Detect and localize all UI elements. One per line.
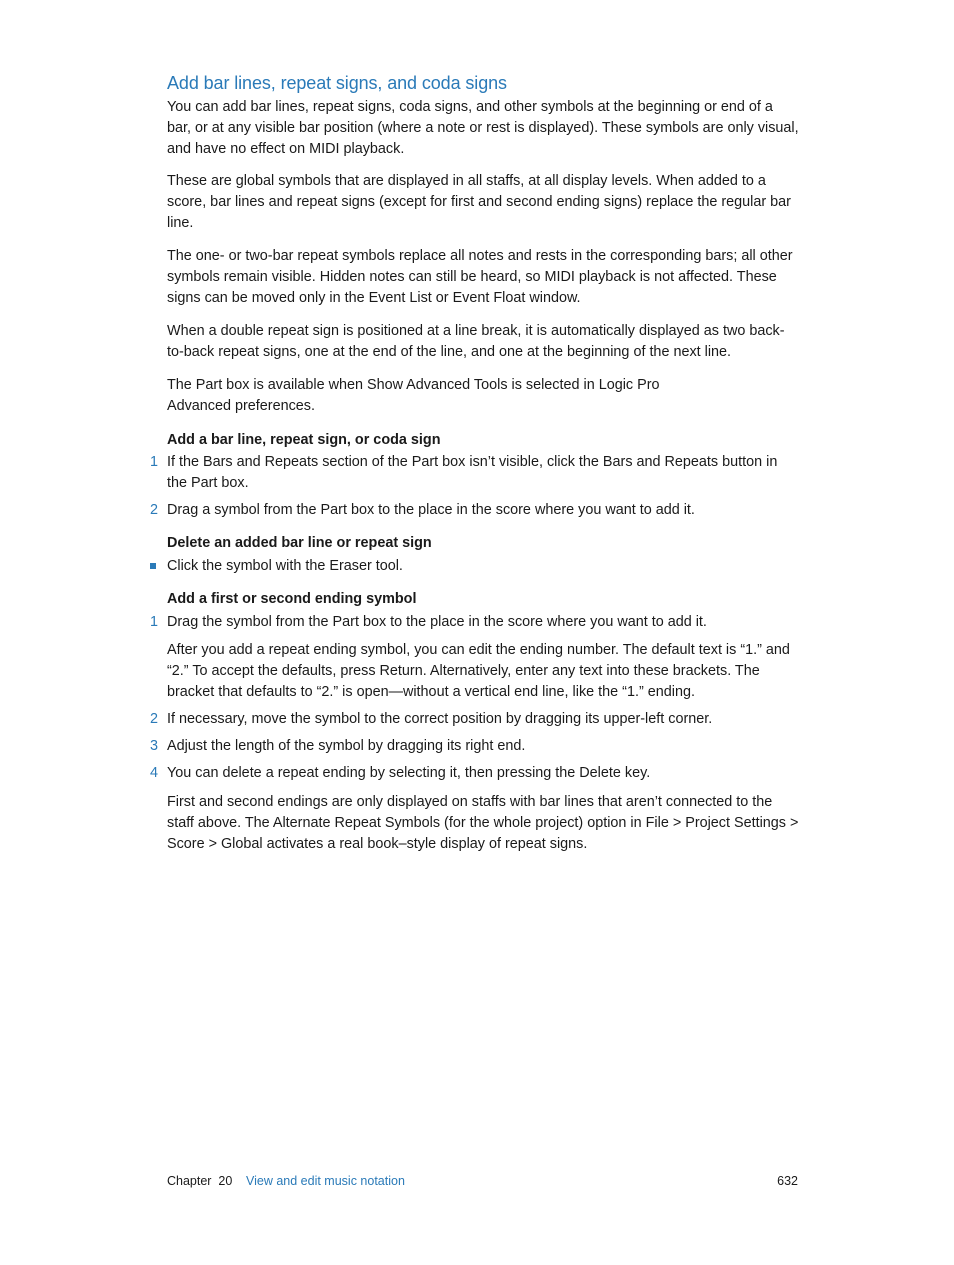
paragraph-text: The one- or two-bar repeat symbols replace all notes and rests in the corresponding bars; all other symbols remain visible. Hidden notes can still be heard, so MIDI playback is not affected. These signs can be moved only in the Event List or Event Float window. <box>167 248 793 306</box>
paragraph-double-repeat <box>167 321 799 363</box>
task-heading-delete-bar-line: Delete an added bar line or repeat sign <box>167 535 432 551</box>
step-note-text: After you add a repeat ending symbol, you can edit the ending number. The default text is “1.” and “2.” To accept the defaults, press Return. Alternatively, enter any text into these brackets. The bracket that defaults to “2.” is open—without a vertical end line, like the “1.” ending. <box>167 642 790 700</box>
step-text: If the Bars and Repeats section of the Part box isn’t visible, click the Bars and Repeats button in the Part box. <box>167 454 778 491</box>
step-text: Drag the symbol from the Part box to the place in the score where you want to add it. <box>167 614 707 630</box>
paragraph-text: These are global symbols that are displayed in all staffs, at all display levels. When added to a score, bar lines and repeat signs (except for first and second ending signs) replace the regular bar line. <box>167 173 791 231</box>
task-heading-add-ending: Add a first or second ending symbol <box>167 591 417 607</box>
step-note <box>167 640 799 703</box>
paragraph-global-symbols <box>167 171 799 234</box>
step-number: 1 <box>149 614 158 630</box>
paragraph-text: You can add bar lines, repeat signs, coda signs, and other symbols at the beginning or end of a bar, or at any visible bar position (where a note or rest is displayed). These symbols are only visual, and have no effect on MIDI playback. <box>167 99 799 157</box>
paragraph-part-box <box>167 375 667 417</box>
step-number: 4 <box>149 765 158 781</box>
paragraph-closing <box>167 792 799 855</box>
paragraph-repeat-symbols <box>167 246 799 309</box>
step-text: If necessary, move the symbol to the correct position by dragging its upper-left corner. <box>167 711 713 727</box>
bullet-icon <box>150 563 156 569</box>
paragraph-text: When a double repeat sign is positioned at a line break, it is automatically displayed as two back-to-back repeat signs, one at the end of the line, and one at the beginning of the next line. <box>167 323 785 360</box>
paragraph-text: The Part box is available when Show Advanced Tools is selected in Logic Pro Advanced preferences. <box>167 377 660 414</box>
step-text: You can delete a repeat ending by selecting it, then pressing the Delete key. <box>167 765 651 781</box>
step-text: Adjust the length of the symbol by dragging its right end. <box>167 738 526 754</box>
footer-page-number: 632 <box>777 1174 798 1188</box>
task-heading-add-bar-line: Add a bar line, repeat sign, or coda sign <box>167 432 441 448</box>
step-number: 2 <box>149 711 158 727</box>
footer-chapter-label: Chapter 20 <box>167 1174 233 1188</box>
paragraph-text: First and second endings are only displayed on staffs with bar lines that aren’t connected to the staff above. The Alternate Repeat Symbols (for the whole project) option in File > Project Settings > Score > Global activates a real book–style display of repeat signs. <box>167 794 799 852</box>
step-text: Drag a symbol from the Part box to the place in the score where you want to add it. <box>167 502 695 518</box>
section-title: Add bar lines, repeat signs, and coda signs <box>167 73 507 93</box>
step-number: 1 <box>149 454 158 470</box>
bullet-text: Click the symbol with the Eraser tool. <box>167 558 403 574</box>
step-number: 2 <box>149 502 158 518</box>
paragraph-intro <box>167 97 799 160</box>
footer-chapter-link[interactable]: View and edit music notation <box>246 1174 405 1188</box>
step-number: 3 <box>149 738 158 754</box>
